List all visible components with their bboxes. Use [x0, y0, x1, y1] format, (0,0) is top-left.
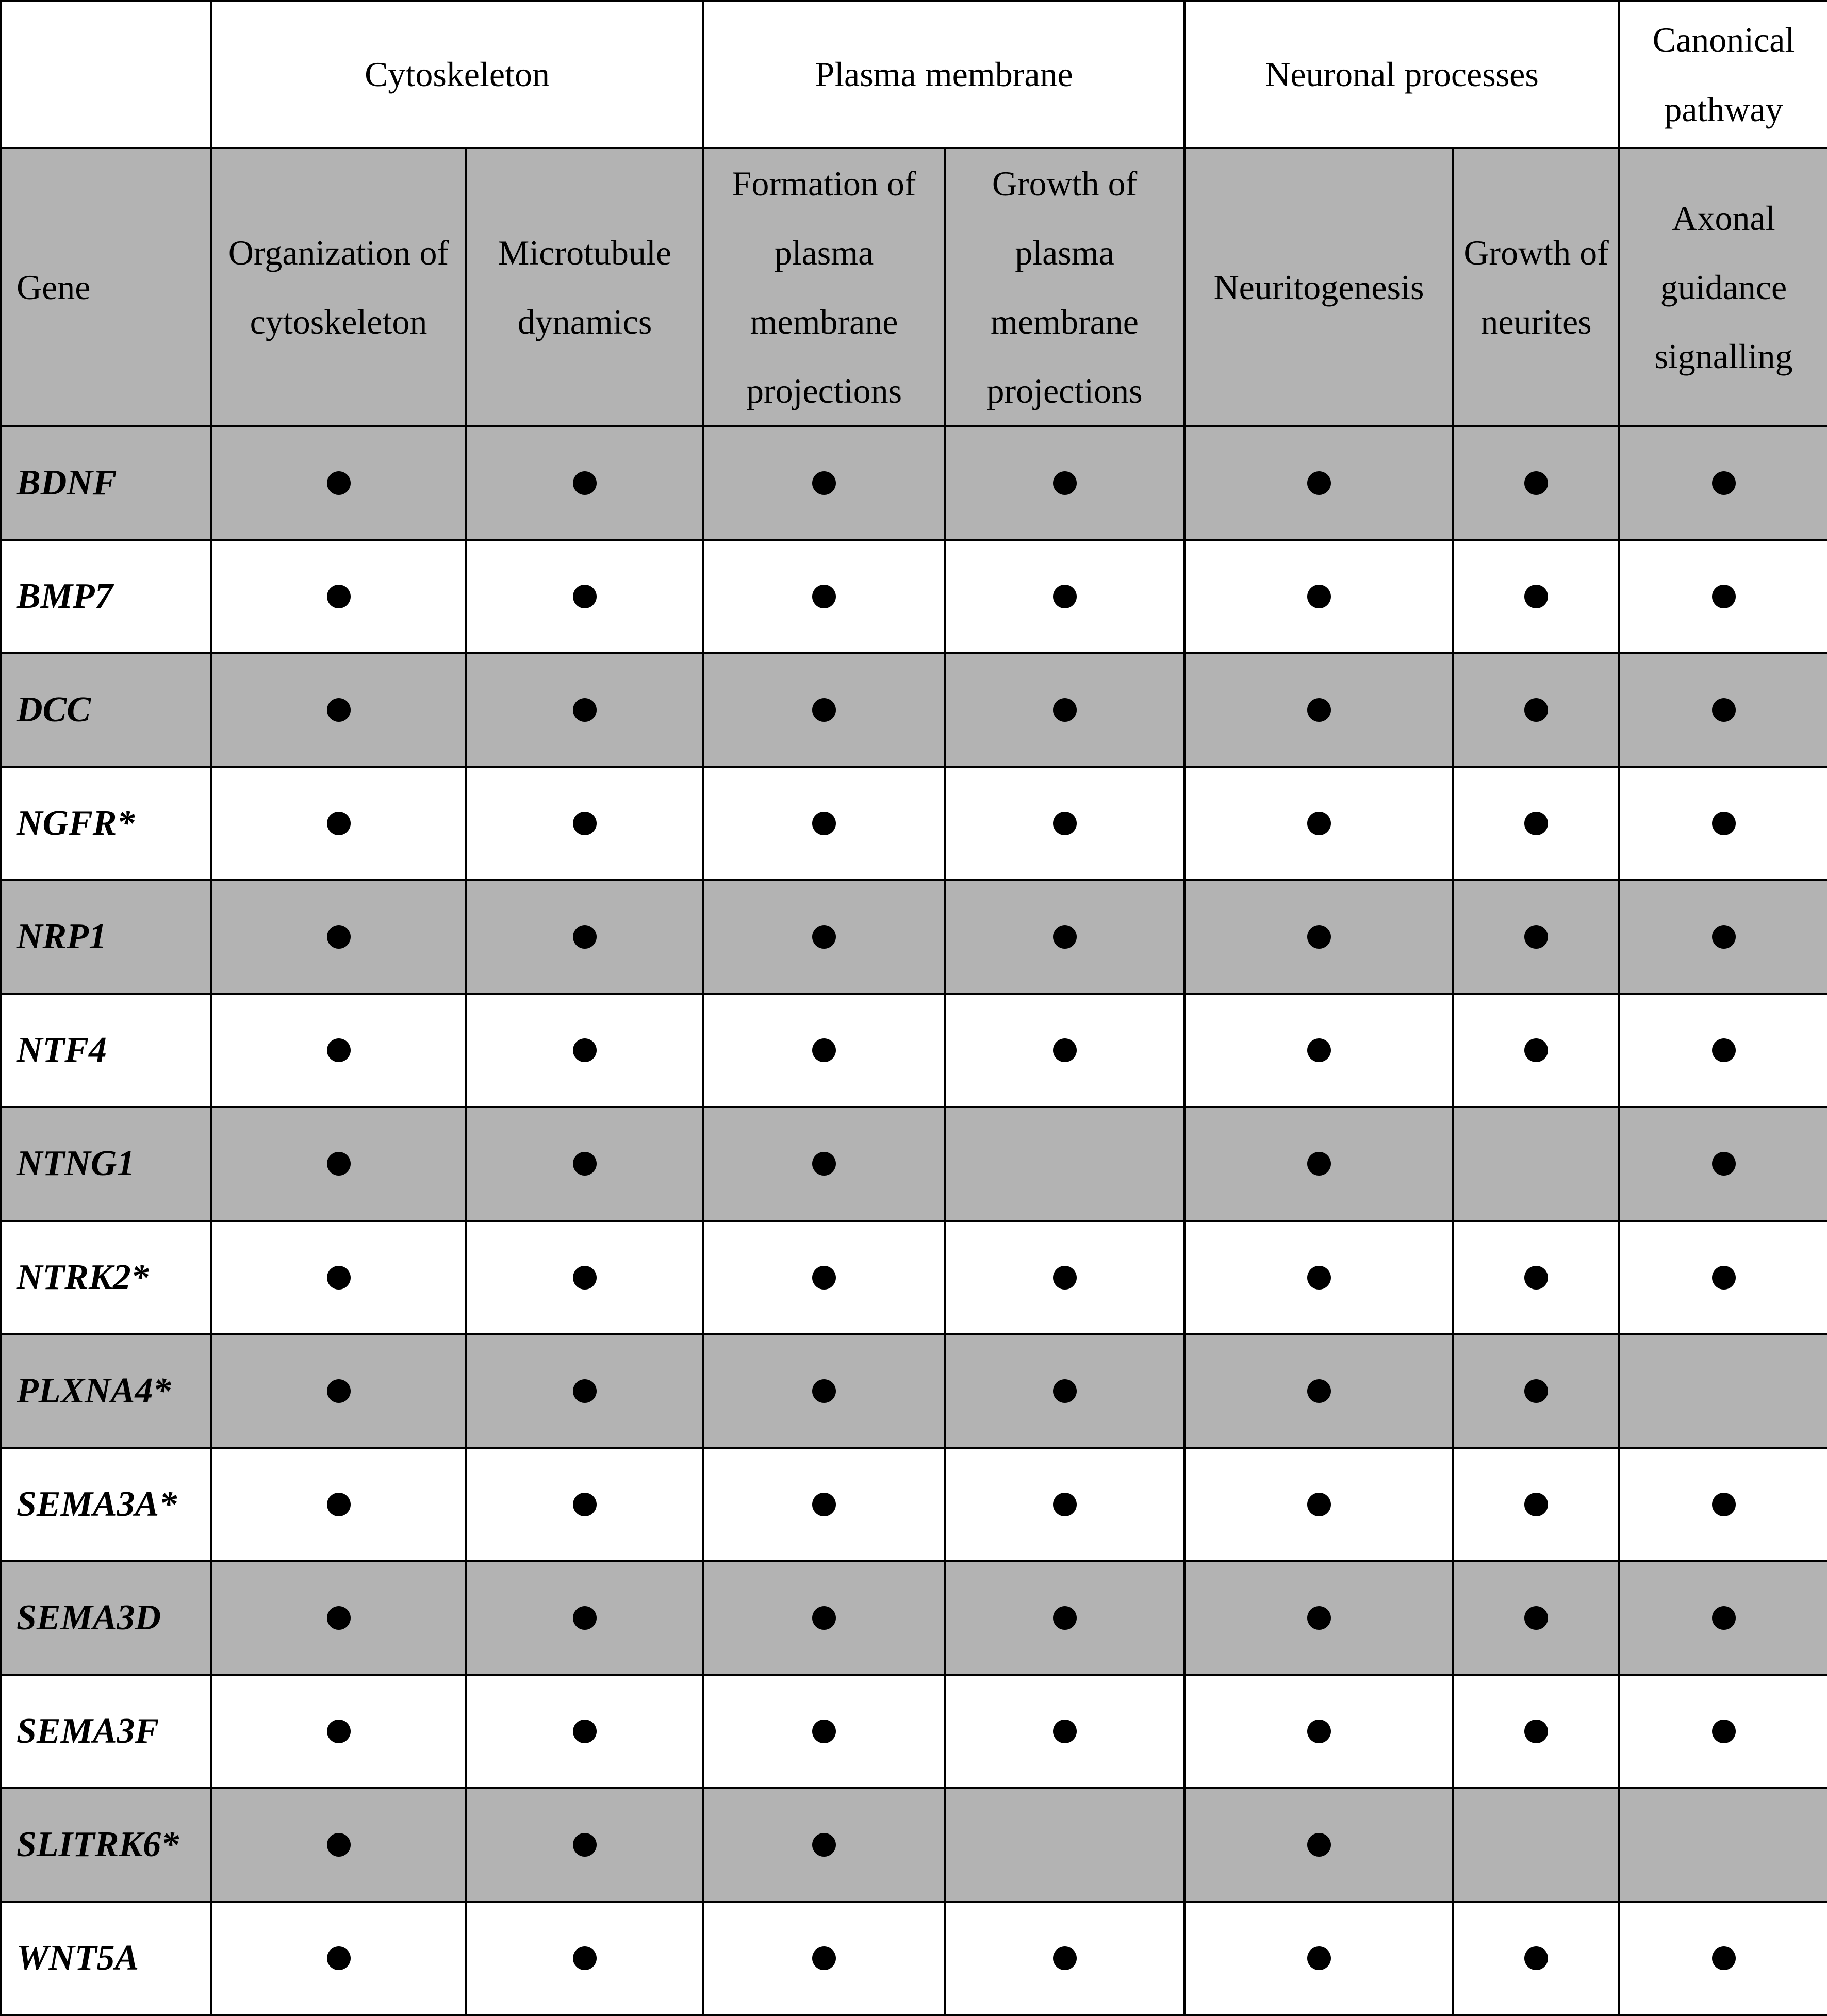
gene-name-cell: SEMA3F [1, 1675, 211, 1788]
filled-circle-marker [1053, 471, 1077, 495]
filled-circle-marker [1524, 812, 1548, 835]
table-row [1, 1675, 1827, 1788]
marker-cell [1619, 426, 1827, 540]
marker-cell [466, 1902, 703, 2015]
filled-circle-marker [1053, 1606, 1077, 1630]
marker-cell [211, 540, 466, 653]
marker-cell [1619, 1788, 1827, 1902]
marker-cell [1619, 540, 1827, 653]
gene-name-cell: BMP7 [1, 540, 211, 653]
marker-cell [466, 1334, 703, 1448]
marker-cell [1184, 1334, 1453, 1448]
filled-circle-marker [812, 1152, 836, 1176]
marker-cell [1619, 1561, 1827, 1675]
gene-name-cell: NRP1 [1, 880, 211, 994]
filled-circle-marker [327, 1152, 351, 1176]
filled-circle-marker [1307, 1946, 1331, 1970]
filled-circle-marker [573, 925, 597, 949]
marker-cell [211, 994, 466, 1107]
filled-circle-marker [1307, 1493, 1331, 1516]
filled-circle-marker [1053, 1266, 1077, 1290]
filled-circle-marker [1712, 1946, 1736, 1970]
filled-circle-marker [573, 1038, 597, 1062]
marker-cell [1453, 426, 1619, 540]
gene-name-cell: PLXNA4* [1, 1334, 211, 1448]
filled-circle-marker [812, 585, 836, 608]
filled-circle-marker [1307, 812, 1331, 835]
marker-cell [1184, 767, 1453, 880]
filled-circle-marker [1053, 1038, 1077, 1062]
marker-cell [466, 426, 703, 540]
marker-cell [703, 1561, 945, 1675]
filled-circle-marker [1712, 471, 1736, 495]
marker-cell [703, 1675, 945, 1788]
marker-cell [945, 1675, 1184, 1788]
filled-circle-marker [1307, 925, 1331, 949]
filled-circle-marker [1053, 1493, 1077, 1516]
marker-cell [466, 1107, 703, 1220]
gene-name-cell: WNT5A [1, 1902, 211, 2015]
filled-circle-marker [573, 585, 597, 608]
marker-cell [1184, 1788, 1453, 1902]
filled-circle-marker [1307, 471, 1331, 495]
marker-cell [466, 1221, 703, 1334]
column-header-growth-of-neurites: Growth of neurites [1453, 148, 1619, 426]
filled-circle-marker [812, 471, 836, 495]
column-header-axonal-guidance-signalling: Axonal guidance signalling [1619, 148, 1827, 426]
marker-cell [1453, 1221, 1619, 1334]
marker-cell [211, 767, 466, 880]
filled-circle-marker [1053, 1379, 1077, 1403]
marker-cell [1453, 1902, 1619, 2015]
filled-circle-marker [327, 925, 351, 949]
filled-circle-marker [812, 1720, 836, 1743]
filled-circle-marker [573, 471, 597, 495]
marker-cell [1184, 1107, 1453, 1220]
marker-cell [466, 1788, 703, 1902]
marker-cell [703, 1902, 945, 2015]
marker-cell [211, 1448, 466, 1561]
marker-cell [1184, 653, 1453, 767]
marker-cell [945, 1221, 1184, 1334]
marker-cell [1619, 1675, 1827, 1788]
filled-circle-marker [812, 1493, 836, 1516]
marker-cell [1453, 767, 1619, 880]
filled-circle-marker [1712, 585, 1736, 608]
filled-circle-marker [1053, 1946, 1077, 1970]
marker-cell [466, 767, 703, 880]
group-canonical-pathway: Canonical pathway [1619, 1, 1827, 148]
table-row [1, 767, 1827, 880]
column-header-row [1, 148, 1827, 426]
marker-cell [1619, 1107, 1827, 1220]
table-row [1, 994, 1827, 1107]
group-cytoskeleton: Cytoskeleton [211, 1, 703, 148]
marker-cell [466, 1561, 703, 1675]
filled-circle-marker [1524, 1946, 1548, 1970]
gene-name-cell: NTRK2* [1, 1221, 211, 1334]
marker-cell [466, 994, 703, 1107]
filled-circle-marker [812, 925, 836, 949]
marker-cell [945, 1107, 1184, 1220]
marker-cell [466, 653, 703, 767]
empty-corner-cell [1, 1, 211, 148]
group-neuronal-processes: Neuronal processes [1184, 1, 1619, 148]
marker-cell [1619, 994, 1827, 1107]
marker-cell [211, 1221, 466, 1334]
filled-circle-marker [327, 1946, 351, 1970]
filled-circle-marker [812, 698, 836, 722]
column-header-formation-of-plasma-membrane-projections: Formation of plasma membrane projections [703, 148, 945, 426]
group-plasma-membrane: Plasma membrane [703, 1, 1184, 148]
marker-cell [1619, 653, 1827, 767]
marker-cell [945, 1448, 1184, 1561]
marker-cell [945, 1788, 1184, 1902]
filled-circle-marker [812, 1946, 836, 1970]
marker-cell [1619, 1448, 1827, 1561]
filled-circle-marker [1053, 698, 1077, 722]
marker-cell [211, 1107, 466, 1220]
marker-cell [945, 1334, 1184, 1448]
filled-circle-marker [1053, 812, 1077, 835]
marker-cell [945, 1902, 1184, 2015]
filled-circle-marker [327, 812, 351, 835]
group-header-row [1, 1, 1827, 148]
marker-cell [1453, 1334, 1619, 1448]
filled-circle-marker [1712, 925, 1736, 949]
marker-cell [1453, 1561, 1619, 1675]
gene-name-cell: SLITRK6* [1, 1788, 211, 1902]
marker-cell [1453, 880, 1619, 994]
marker-cell [1619, 767, 1827, 880]
gene-name-cell: NGFR* [1, 767, 211, 880]
column-header-gene: Gene [1, 148, 211, 426]
filled-circle-marker [1524, 585, 1548, 608]
table-row [1, 1448, 1827, 1561]
filled-circle-marker [573, 1379, 597, 1403]
gene-name-cell: SEMA3A* [1, 1448, 211, 1561]
marker-cell [466, 880, 703, 994]
filled-circle-marker [1053, 1720, 1077, 1743]
marker-cell [703, 994, 945, 1107]
marker-cell [211, 1334, 466, 1448]
table-row [1, 880, 1827, 994]
filled-circle-marker [327, 1606, 351, 1630]
filled-circle-marker [1307, 1266, 1331, 1290]
table-row [1, 653, 1827, 767]
column-header-organization-of-cytoskeleton: Organization of cytoskeleton [211, 148, 466, 426]
filled-circle-marker [1524, 1493, 1548, 1516]
marker-cell [211, 1902, 466, 2015]
table-row [1, 1561, 1827, 1675]
filled-circle-marker [327, 1833, 351, 1857]
table-row [1, 1221, 1827, 1334]
filled-circle-marker [1712, 812, 1736, 835]
filled-circle-marker [812, 1266, 836, 1290]
filled-circle-marker [812, 812, 836, 835]
marker-cell [466, 1675, 703, 1788]
marker-cell [703, 1107, 945, 1220]
marker-cell [1184, 994, 1453, 1107]
marker-cell [703, 1221, 945, 1334]
table-row [1, 1334, 1827, 1448]
table-row [1, 1902, 1827, 2015]
filled-circle-marker [1524, 925, 1548, 949]
filled-circle-marker [1712, 1493, 1736, 1516]
marker-cell [1184, 1221, 1453, 1334]
column-header-microtubule-dynamics: Microtubule dynamics [466, 148, 703, 426]
filled-circle-marker [573, 812, 597, 835]
filled-circle-marker [327, 471, 351, 495]
filled-circle-marker [327, 1266, 351, 1290]
marker-cell [945, 880, 1184, 994]
gene-name-cell: NTNG1 [1, 1107, 211, 1220]
filled-circle-marker [1524, 1038, 1548, 1062]
marker-cell [1453, 1107, 1619, 1220]
column-header-growth-of-plasma-membrane-projections: Growth of plasma membrane projections [945, 148, 1184, 426]
marker-cell [1619, 1334, 1827, 1448]
marker-cell [703, 540, 945, 653]
marker-cell [211, 426, 466, 540]
marker-cell [466, 540, 703, 653]
filled-circle-marker [573, 1833, 597, 1857]
filled-circle-marker [327, 1493, 351, 1516]
filled-circle-marker [327, 698, 351, 722]
filled-circle-marker [1524, 1606, 1548, 1630]
marker-cell [703, 653, 945, 767]
filled-circle-marker [1524, 1266, 1548, 1290]
filled-circle-marker [1307, 1038, 1331, 1062]
filled-circle-marker [1524, 471, 1548, 495]
gene-name-cell: BDNF [1, 426, 211, 540]
marker-cell [703, 1788, 945, 1902]
filled-circle-marker [1712, 1038, 1736, 1062]
marker-cell [211, 880, 466, 994]
marker-cell [945, 767, 1184, 880]
filled-circle-marker [1712, 1720, 1736, 1743]
gene-name-cell: NTF4 [1, 994, 211, 1107]
table-row [1, 1788, 1827, 1902]
filled-circle-marker [573, 1493, 597, 1516]
filled-circle-marker [1712, 1606, 1736, 1630]
marker-cell [1619, 1221, 1827, 1334]
filled-circle-marker [812, 1038, 836, 1062]
filled-circle-marker [573, 1152, 597, 1176]
marker-cell [945, 426, 1184, 540]
marker-cell [1184, 880, 1453, 994]
filled-circle-marker [1712, 1152, 1736, 1176]
marker-cell [211, 653, 466, 767]
marker-cell [211, 1788, 466, 1902]
marker-cell [211, 1561, 466, 1675]
filled-circle-marker [1307, 1720, 1331, 1743]
filled-circle-marker [327, 1379, 351, 1403]
filled-circle-marker [1524, 698, 1548, 722]
filled-circle-marker [1307, 1379, 1331, 1403]
gene-name-cell: SEMA3D [1, 1561, 211, 1675]
marker-cell [703, 767, 945, 880]
marker-cell [1453, 540, 1619, 653]
marker-cell [1184, 1561, 1453, 1675]
marker-cell [1453, 1448, 1619, 1561]
marker-cell [1184, 426, 1453, 540]
marker-cell [1453, 1675, 1619, 1788]
marker-cell [1184, 1675, 1453, 1788]
filled-circle-marker [1307, 1833, 1331, 1857]
filled-circle-marker [1712, 698, 1736, 722]
marker-cell [945, 653, 1184, 767]
filled-circle-marker [573, 698, 597, 722]
marker-cell [703, 880, 945, 994]
filled-circle-marker [812, 1833, 836, 1857]
table-row [1, 1107, 1827, 1220]
marker-cell [703, 1334, 945, 1448]
marker-cell [466, 1448, 703, 1561]
marker-cell [211, 1675, 466, 1788]
marker-cell [945, 1561, 1184, 1675]
marker-cell [1453, 1788, 1619, 1902]
filled-circle-marker [1053, 585, 1077, 608]
filled-circle-marker [327, 1720, 351, 1743]
filled-circle-marker [573, 1946, 597, 1970]
filled-circle-marker [327, 1038, 351, 1062]
table-row [1, 426, 1827, 540]
table-row [1, 540, 1827, 653]
marker-cell [1184, 1448, 1453, 1561]
column-header-neuritogenesis: Neuritogenesis [1184, 148, 1453, 426]
filled-circle-marker [1307, 698, 1331, 722]
filled-circle-marker [1307, 1152, 1331, 1176]
filled-circle-marker [1524, 1720, 1548, 1743]
marker-cell [945, 540, 1184, 653]
marker-cell [1619, 1902, 1827, 2015]
filled-circle-marker [812, 1379, 836, 1403]
filled-circle-marker [812, 1606, 836, 1630]
filled-circle-marker [327, 585, 351, 608]
filled-circle-marker [573, 1606, 597, 1630]
marker-cell [1453, 653, 1619, 767]
filled-circle-marker [573, 1720, 597, 1743]
marker-cell [1619, 880, 1827, 994]
marker-cell [1184, 540, 1453, 653]
marker-cell [1184, 1902, 1453, 2015]
filled-circle-marker [1053, 925, 1077, 949]
marker-cell [703, 1448, 945, 1561]
filled-circle-marker [1307, 1606, 1331, 1630]
filled-circle-marker [573, 1266, 597, 1290]
gene-name-cell: DCC [1, 653, 211, 767]
marker-cell [1453, 994, 1619, 1107]
filled-circle-marker [1524, 1379, 1548, 1403]
marker-cell [703, 426, 945, 540]
marker-cell [945, 994, 1184, 1107]
filled-circle-marker [1712, 1266, 1736, 1290]
filled-circle-marker [1307, 585, 1331, 608]
